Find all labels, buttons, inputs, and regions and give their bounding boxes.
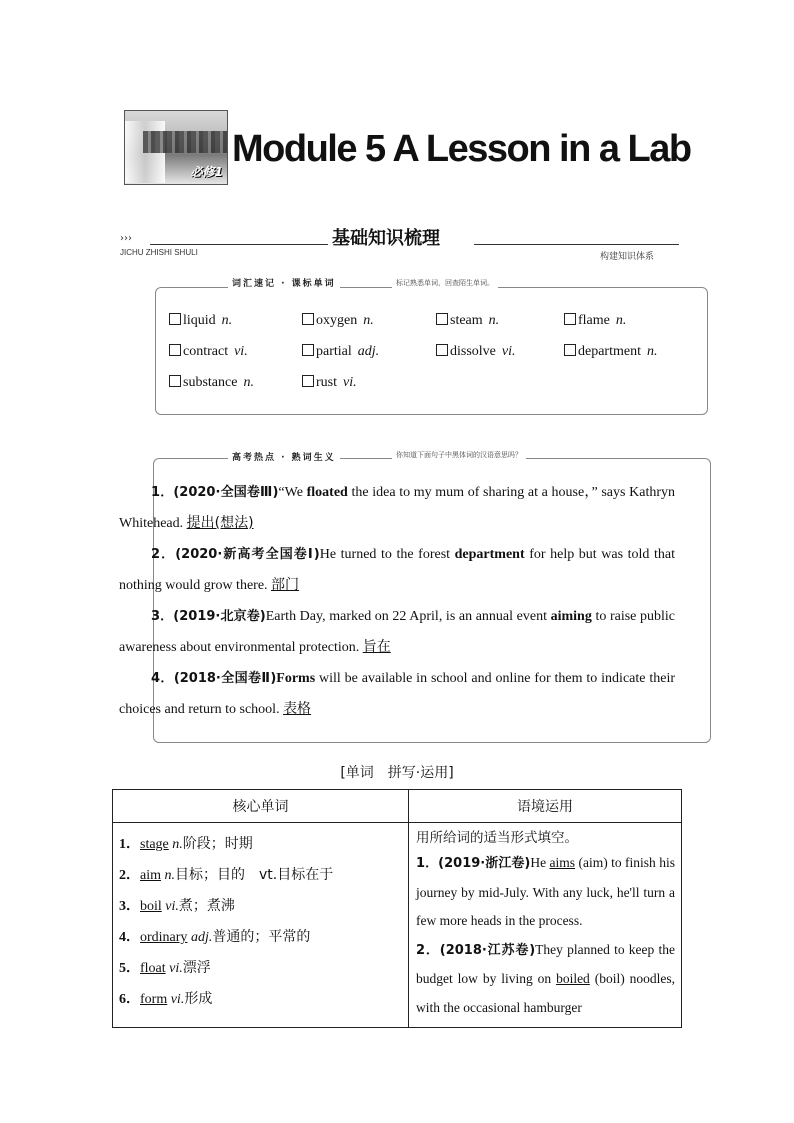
vocab-pos: n. bbox=[243, 375, 254, 390]
core-word-item bbox=[119, 891, 402, 922]
checkbox-icon[interactable] bbox=[436, 313, 448, 325]
vocab-word-item[interactable] bbox=[302, 344, 379, 360]
example-text: will be available in school and online for them to indicate their choices and return to school. bbox=[119, 671, 676, 717]
core-word-number: 6． bbox=[119, 992, 140, 1007]
core-word-pos: n. bbox=[172, 837, 183, 852]
exercise-text: He bbox=[530, 855, 550, 870]
example-number: 4． bbox=[151, 671, 174, 686]
hot-topic-box-hint: 你知道下面句子中黑体词的汉语意思吗？ bbox=[392, 450, 526, 460]
example-source: (2020·新高考全国卷Ⅰ) bbox=[175, 547, 320, 562]
banner-pinyin: JICHU ZHISHI SHULI bbox=[120, 248, 198, 257]
example-paragraph bbox=[119, 601, 675, 663]
vocab-pos: n. bbox=[615, 313, 627, 328]
example-source: (2019·北京卷) bbox=[173, 609, 266, 624]
checkbox-icon[interactable] bbox=[169, 313, 181, 325]
core-word-item bbox=[119, 860, 402, 891]
exercise-source: (2018·江苏卷) bbox=[439, 942, 536, 958]
page-title: Module 5 A Lesson in a Lab bbox=[232, 128, 691, 170]
core-word-meaning: 目标；目的 vt.目标在于 bbox=[175, 867, 334, 883]
example-answer: 部门 bbox=[271, 577, 300, 593]
example-source: (2018·全国卷Ⅱ) bbox=[173, 671, 277, 686]
core-words-table bbox=[112, 789, 682, 1028]
example-number: 3． bbox=[151, 609, 174, 624]
core-word-meaning: 普通的；平常的 bbox=[212, 929, 311, 945]
logo-tag: 必修1 bbox=[190, 165, 223, 179]
vocab-word-item[interactable] bbox=[564, 313, 626, 329]
core-word-pos: n. bbox=[164, 868, 175, 883]
vocab-word: substance bbox=[183, 375, 238, 390]
core-word: aim bbox=[140, 868, 161, 883]
module-logo-image bbox=[124, 110, 228, 185]
table-caption: [单词 拼写·运用] bbox=[340, 765, 454, 781]
exercise-text: (boil) noodles, with the occasional hamburger bbox=[416, 971, 675, 1015]
exercise-number: 1． bbox=[416, 856, 439, 871]
core-word-item bbox=[119, 984, 402, 1015]
core-word-number: 4． bbox=[119, 930, 140, 945]
exercise-text: (aim) to finish his journey by mid-July. With any luck, he'll turn a few more heads in the process. bbox=[416, 855, 675, 928]
vocab-word-item[interactable] bbox=[302, 313, 374, 329]
exercise-answer: aims bbox=[549, 855, 576, 870]
exercise-answer: boiled bbox=[556, 971, 590, 986]
core-word-meaning: 煮；煮沸 bbox=[178, 898, 235, 914]
core-word-pos: adj. bbox=[190, 930, 213, 945]
vocab-word: partial bbox=[316, 344, 352, 359]
example-text: He turned to the forest bbox=[319, 547, 455, 562]
vocab-pos: adj. bbox=[357, 344, 380, 359]
example-number: 2． bbox=[151, 547, 176, 562]
vocab-word: contract bbox=[183, 344, 229, 359]
core-word: float bbox=[140, 961, 166, 976]
chevron-icon: ››› bbox=[120, 233, 132, 244]
example-text: Earth Day, marked on 22 April, is an annual event bbox=[265, 609, 551, 624]
core-word-meaning: 阶段；时期 bbox=[182, 836, 253, 852]
vocab-word-item[interactable] bbox=[169, 344, 248, 360]
banner-rule-left bbox=[150, 244, 328, 245]
exercise-source: (2019·浙江卷) bbox=[438, 856, 531, 871]
banner-subtitle: 构建知识体系 bbox=[600, 252, 655, 262]
vocab-word-item[interactable] bbox=[436, 313, 499, 329]
example-keyword: floated bbox=[306, 485, 348, 500]
core-words-cell bbox=[113, 823, 409, 1028]
column-header-core-words: 核心单词 bbox=[113, 790, 409, 823]
checkbox-icon[interactable] bbox=[302, 313, 314, 325]
checkbox-icon[interactable] bbox=[169, 344, 181, 356]
vocab-pos: n. bbox=[221, 313, 233, 328]
vocab-word: oxygen bbox=[316, 313, 358, 328]
core-word-pos: vi. bbox=[165, 899, 179, 914]
context-exercise bbox=[416, 936, 675, 1023]
vocab-pos: vi. bbox=[501, 344, 516, 359]
forest-graphic bbox=[143, 131, 227, 153]
core-word-number: 3． bbox=[119, 899, 140, 914]
core-word-meaning: 形成 bbox=[184, 991, 213, 1007]
example-answer: 旨在 bbox=[362, 639, 391, 655]
banner-rule-right bbox=[474, 244, 679, 245]
example-text: for help but was told that nothing would grow there. bbox=[119, 547, 675, 593]
core-word: boil bbox=[140, 899, 162, 914]
example-answer: 表格 bbox=[283, 701, 312, 717]
core-word-item bbox=[119, 829, 402, 860]
example-text: the idea to my mum of sharing at a house，” says Kathryn Whitehead. bbox=[119, 485, 676, 531]
core-word-number: 2． bbox=[119, 868, 140, 883]
hot-topic-box-label: 高考热点 · 熟词生义 bbox=[228, 450, 340, 463]
checkbox-icon[interactable] bbox=[302, 344, 314, 356]
context-exercise bbox=[416, 849, 675, 936]
vocab-word: rust bbox=[316, 375, 337, 390]
vocab-word: department bbox=[578, 344, 641, 359]
core-word-pos: vi. bbox=[170, 992, 185, 1007]
vocab-word-item[interactable] bbox=[564, 344, 657, 360]
vocab-word-item[interactable] bbox=[169, 313, 232, 329]
vocab-pos: vi. bbox=[234, 344, 248, 359]
vocab-word: dissolve bbox=[450, 344, 496, 359]
section-title: 基础知识梳理 bbox=[332, 228, 440, 249]
core-word: form bbox=[140, 992, 168, 1007]
exercise-number: 2． bbox=[416, 942, 440, 958]
column-header-context-use: 语境运用 bbox=[409, 790, 682, 823]
vocab-pos: n. bbox=[363, 313, 374, 328]
example-keyword: department bbox=[454, 547, 525, 562]
fill-in-instruction: 用所给词的适当形式填空。 bbox=[416, 830, 578, 846]
example-paragraph bbox=[119, 539, 675, 601]
hot-topic-examples bbox=[119, 477, 675, 725]
exercise-text: They planned to keep the budget low by living on bbox=[416, 941, 676, 986]
core-word: stage bbox=[140, 837, 169, 852]
vocab-word: liquid bbox=[183, 313, 216, 328]
checkbox-icon[interactable] bbox=[436, 344, 448, 356]
core-word: ordinary bbox=[140, 930, 188, 945]
vocab-pos: vi. bbox=[343, 375, 357, 390]
core-word-meaning: 漂浮 bbox=[182, 960, 211, 976]
core-word-item bbox=[119, 953, 402, 984]
vocab-word-item[interactable] bbox=[302, 375, 357, 391]
core-word-item bbox=[119, 922, 402, 953]
checkbox-icon[interactable] bbox=[302, 375, 314, 387]
example-text: to raise public awareness about environmental protection. bbox=[119, 609, 675, 655]
checkbox-icon[interactable] bbox=[564, 313, 576, 325]
example-answer: 提出(想法) bbox=[186, 515, 254, 531]
example-number: 1． bbox=[151, 485, 174, 500]
example-paragraph bbox=[119, 663, 675, 725]
vocab-box-label: 词汇速记 · 课标单词 bbox=[228, 276, 340, 289]
core-word-number: 1． bbox=[119, 837, 140, 852]
example-keyword: aiming bbox=[550, 609, 592, 624]
checkbox-icon[interactable] bbox=[169, 375, 181, 387]
vocab-word-item[interactable] bbox=[436, 344, 516, 360]
vocab-word-item[interactable] bbox=[169, 375, 254, 391]
example-keyword: Forms bbox=[276, 671, 316, 686]
checkbox-icon[interactable] bbox=[564, 344, 576, 356]
context-use-cell bbox=[409, 823, 682, 1028]
vocab-pos: n. bbox=[488, 313, 500, 328]
core-word-number: 5． bbox=[119, 961, 140, 976]
vocab-word: steam bbox=[450, 313, 483, 328]
example-text: “We bbox=[278, 485, 307, 500]
vocab-word: flame bbox=[578, 313, 610, 328]
vocab-box-hint: 标记熟悉单词，回查陌生单词。 bbox=[392, 278, 498, 288]
example-paragraph bbox=[119, 477, 675, 539]
core-word-pos: vi. bbox=[169, 961, 183, 976]
vocab-pos: n. bbox=[646, 344, 658, 359]
example-source: (2020·全国卷Ⅲ) bbox=[173, 485, 279, 500]
